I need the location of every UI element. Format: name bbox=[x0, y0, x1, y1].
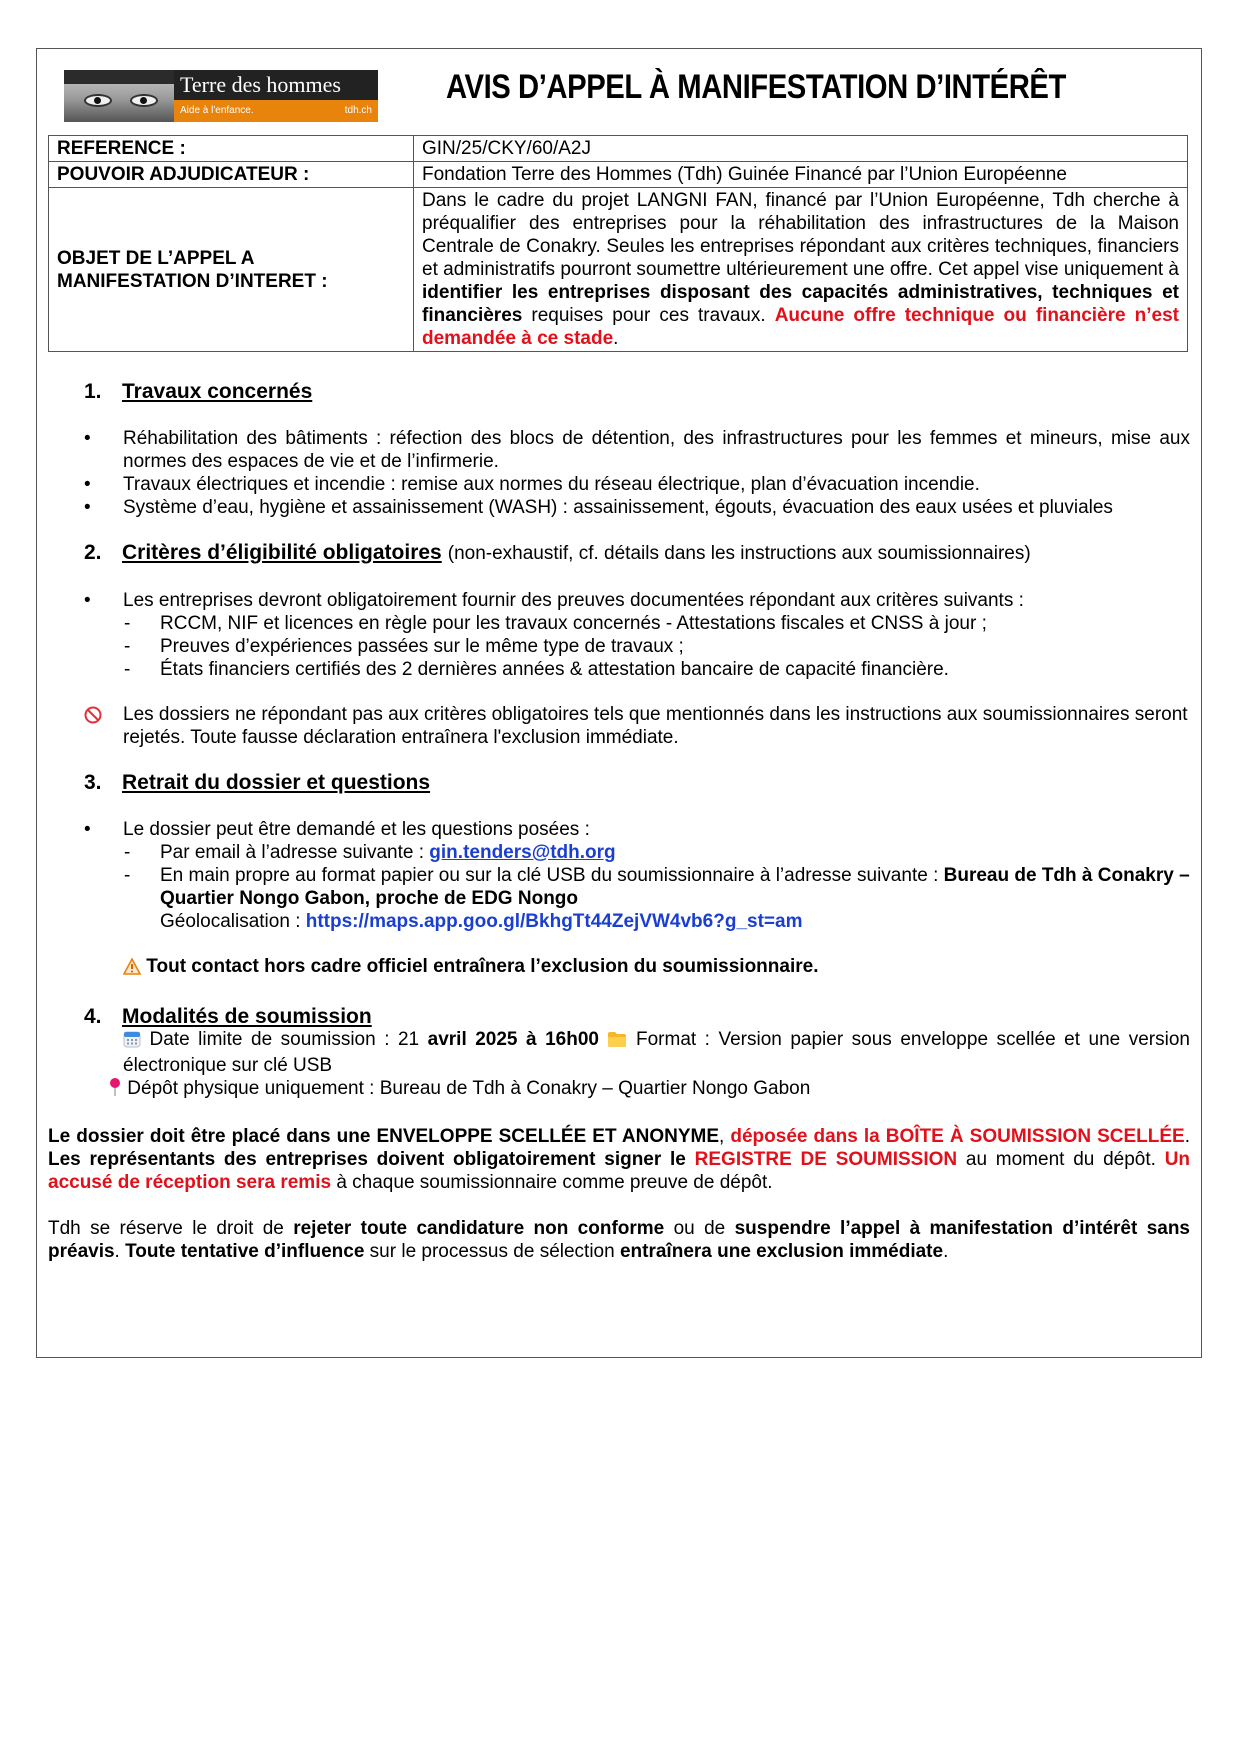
warning-triangle-icon bbox=[123, 958, 141, 981]
section-1-list bbox=[48, 427, 1190, 519]
section-title: Retrait du dossier et questions bbox=[122, 771, 431, 794]
list-item: • Travaux électriques et incendie : remise aux normes du réseau électrique, plan d’évacuation incendie. bbox=[48, 473, 1190, 496]
page-title: AVIS D’APPEL À MANIFESTATION D’INTÉRÊT bbox=[446, 68, 1066, 106]
calendar-icon bbox=[123, 1030, 141, 1054]
closing-text: . bbox=[114, 1241, 126, 1262]
deadline-line bbox=[48, 1028, 1190, 1077]
reference-label: REFERENCE : bbox=[49, 136, 414, 162]
objet-value bbox=[414, 188, 1188, 352]
section-number: 2. bbox=[84, 541, 102, 564]
closing-paragraph-2 bbox=[48, 1217, 1190, 1263]
closing-text: rejeter toute candidature non conforme bbox=[293, 1218, 665, 1239]
geo-label: Géolocalisation : bbox=[160, 911, 306, 932]
contact-alert bbox=[48, 955, 1190, 981]
deadline-label: Date limite de soumission : 21 bbox=[149, 1029, 428, 1050]
logo-name: Terre des hommes bbox=[174, 70, 378, 100]
depot-line bbox=[48, 1077, 1190, 1103]
objet-text-bold: identifier les entreprises disposant des capacités administratives, techniques et financières bbox=[422, 282, 1179, 326]
pouvoir-value: Fondation Terre des Hommes (Tdh) Guinée Financé par l’Union Européenne bbox=[414, 162, 1188, 188]
closing-text: au moment du dépôt. bbox=[957, 1149, 1165, 1170]
list-item: • Système d’eau, hygiène et assainissement (WASH) : assainissement, égouts, évacuation des eaux usées et pluviales bbox=[48, 496, 1190, 519]
section-title: Critères d’éligibilité obligatoires bbox=[122, 541, 442, 564]
section-number: 1. bbox=[84, 380, 102, 403]
logo-site: tdh.ch bbox=[344, 105, 372, 116]
sub-list-item-hand bbox=[48, 864, 1190, 933]
table-row-objet bbox=[49, 188, 1188, 352]
sub-list-item: - RCCM, NIF et licences en règle pour les travaux concernés - Attestations fiscales et CNSS à jour ; bbox=[48, 612, 1190, 635]
list-item: • Les entreprises devront obligatoirement fournir des preuves documentées répondant aux critères suivants : bbox=[48, 589, 1190, 612]
closing-text-red: REGISTRE DE SOUMISSION bbox=[694, 1149, 958, 1170]
closing-paragraph-1 bbox=[48, 1125, 1190, 1194]
alert-text: Tout contact hors cadre officiel entraînera l’exclusion du soumissionnaire. bbox=[146, 956, 819, 977]
email-link[interactable]: gin.tenders@tdh.org bbox=[429, 842, 616, 863]
closing-text: Tdh se réserve le droit de bbox=[48, 1218, 294, 1239]
folder-icon bbox=[607, 1031, 627, 1054]
table-row-pouvoir bbox=[49, 162, 1188, 188]
closing-text: . bbox=[943, 1241, 949, 1262]
closing-text: sur le processus de sélection bbox=[364, 1241, 620, 1262]
sub-list-item: - États financiers certifiés des 2 dernières années & attestation bancaire de capacité financière. bbox=[48, 658, 1190, 681]
closing-text: Le dossier doit être placé dans une ENVELOPPE SCELLÉE ET ANONYME bbox=[48, 1126, 720, 1147]
closing-text: à chaque soumissionnaire comme preuve de dépôt. bbox=[331, 1172, 773, 1193]
closing-text: entraînera une exclusion immédiate bbox=[619, 1241, 944, 1262]
hand-prefix: En main propre au format papier ou sur la clé USB du soumissionnaire à l’adresse suivante : bbox=[160, 865, 944, 886]
closing-text: Les représentants des entreprises doivent obligatoirement signer le bbox=[48, 1149, 695, 1170]
closing-text: Toute tentative d’influence bbox=[125, 1241, 365, 1262]
deadline-value: avril 2025 à 16h00 bbox=[427, 1029, 599, 1050]
section-2-heading bbox=[84, 541, 1190, 565]
warning-text: Les dossiers ne répondant pas aux critères obligatoires tels que mentionnés dans les instructions aux soumissionnaires seront rejetés. Toute fausse déclaration entraînera l'exclusion immédiate. bbox=[123, 704, 1188, 748]
document-body bbox=[48, 380, 1190, 1263]
email-prefix: Par email à l’adresse suivante : bbox=[160, 842, 430, 863]
section-2-list bbox=[48, 589, 1190, 612]
office-address: Bureau de Tdh à Conakry – Quartier Nongo Gabon, proche de EDG Nongo bbox=[160, 865, 1190, 909]
tdh-logo bbox=[64, 70, 378, 122]
table-row-reference bbox=[49, 136, 1188, 162]
objet-label: OBJET DE L’APPEL A MANIFESTATION D’INTERET : bbox=[49, 188, 414, 352]
section-title: Travaux concernés bbox=[122, 380, 313, 403]
section-title: Modalités de soumission bbox=[122, 1005, 372, 1028]
pouvoir-label: POUVOIR ADJUDICATEUR : bbox=[49, 162, 414, 188]
objet-text-red: Aucune offre technique ou financière n’est demandée à ce stade bbox=[422, 305, 1179, 349]
section-number: 3. bbox=[84, 771, 102, 794]
section-note: (non-exhaustif, cf. détails dans les instructions aux soumissionnaires) bbox=[447, 543, 1031, 564]
prohibited-icon bbox=[84, 706, 102, 730]
closing-text: suspendre l’appel à manifestation d’intérêt sans préavis bbox=[48, 1218, 1190, 1262]
rejection-warning bbox=[48, 703, 1190, 749]
info-table bbox=[48, 135, 1188, 352]
section-1-heading bbox=[84, 380, 1190, 403]
closing-text: ou de bbox=[664, 1218, 735, 1239]
reference-value: GIN/25/CKY/60/A2J bbox=[414, 136, 1188, 162]
closing-text-red: Un accusé de réception sera remis bbox=[48, 1149, 1191, 1193]
closing-text: . bbox=[1184, 1126, 1191, 1147]
closing-text: , bbox=[719, 1126, 731, 1147]
depot-text: Dépôt physique uniquement : Bureau de Tdh à Conakry – Quartier Nongo Gabon bbox=[127, 1078, 811, 1099]
list-item: • Réhabilitation des bâtiments : réfection des blocs de détention, des infrastructures pour les femmes et mineurs, mise aux normes des espaces de vie et de l’infirmerie. bbox=[48, 427, 1190, 473]
format-text: Format : Version papier sous enveloppe scellée et une version électronique sur clé USB bbox=[123, 1029, 1190, 1076]
objet-text: requises pour ces travaux. bbox=[522, 305, 775, 326]
section-4-heading bbox=[84, 1005, 1190, 1028]
pushpin-icon bbox=[108, 1077, 122, 1103]
logo-tagline: Aide à l'enfance. bbox=[180, 105, 254, 116]
objet-text: Dans le cadre du projet LANGNI FAN, financé par l’Union Européenne, Tdh cherche à préqualifier des entreprises pour la réhabilitation des infrastructures de la Maison Centrale de Conakry. Seules les entreprises répondant aux critères techniques, financiers et administratifs pourront soumettre ultérieurement une offre. Cet appel vise uniquement à bbox=[422, 190, 1179, 280]
sub-list-item-email bbox=[48, 841, 1190, 864]
list-item: • Le dossier peut être demandé et les questions posées : bbox=[48, 818, 1190, 841]
closing-text-red: déposée dans la BOÎTE À SOUMISSION SCELLÉE bbox=[730, 1126, 1185, 1147]
objet-text-end: . bbox=[613, 328, 619, 349]
sub-list-item: - Preuves d’expériences passées sur le même type de travaux ; bbox=[48, 635, 1190, 658]
section-number: 4. bbox=[84, 1005, 102, 1028]
logo-photo-icon bbox=[64, 70, 174, 122]
geo-link[interactable]: https://maps.app.goo.gl/BkhgTt44ZejVW4vb6?g_st=am bbox=[305, 911, 803, 932]
section-3-list bbox=[48, 818, 1190, 841]
section-3-heading bbox=[84, 771, 1190, 794]
